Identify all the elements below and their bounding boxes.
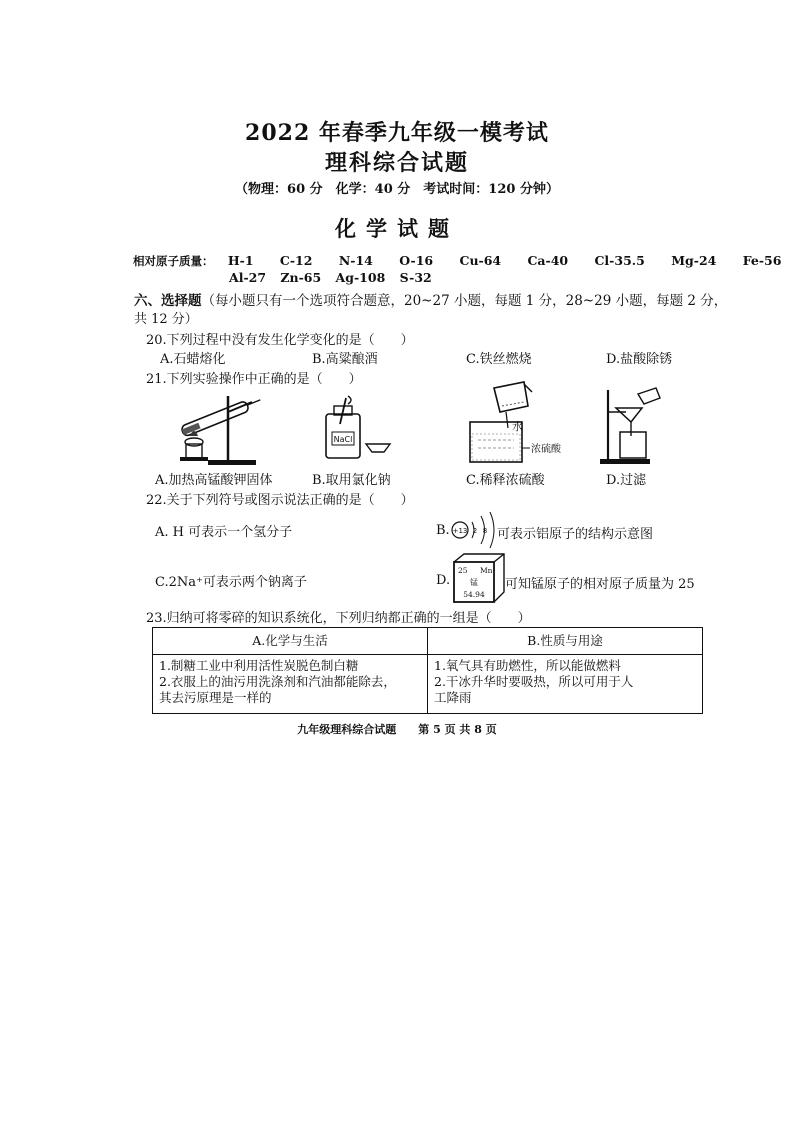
q21-option-d[interactable]: D.过滤 <box>606 473 647 488</box>
q23-a-line: 1.制糖工业中利用活性炭脱色制白糖 <box>159 658 359 673</box>
mass-item: H-1 <box>227 253 254 268</box>
element-name: 锰 <box>470 578 478 587</box>
q20-option-a[interactable]: A.石蜡熔化 <box>160 352 226 367</box>
element-number: 25 <box>458 566 468 575</box>
section-title: 化学试题 <box>335 216 459 241</box>
mass-item: Mg-24 <box>671 253 717 268</box>
q22-option-b-label[interactable]: B. <box>436 523 450 538</box>
q23-b-line: 2.干冰升华时要吸热，所以可用于人 <box>434 674 634 689</box>
element-symbol: Mn <box>480 566 493 575</box>
acid-label: 浓硫酸 <box>531 444 561 455</box>
mass-item: Fe-56 <box>742 253 782 268</box>
shell-2-electrons: 8 <box>482 527 488 535</box>
mass-item: Cu-64 <box>459 253 502 268</box>
q23-col-b-header[interactable]: B.性质与用途 <box>428 628 703 655</box>
dilution-figure <box>462 378 572 468</box>
q20-option-c[interactable]: C.铁丝燃烧 <box>466 352 532 367</box>
q22-option-a[interactable]: A. H 可表示一个氢分子 <box>155 525 293 540</box>
filtration-figure <box>598 386 668 466</box>
q20-stem: 20.下列过程中没有发生化学变化的是（ ） <box>146 333 414 348</box>
mass-item: S-32 <box>399 270 432 285</box>
q21-stem: 21.下列实验操作中正确的是（ ） <box>146 372 362 387</box>
q20-option-d[interactable]: D.盐酸除锈 <box>606 352 673 367</box>
page-footer <box>0 721 794 737</box>
atomic-masses-row2 <box>229 270 432 285</box>
page-number: 第 5 页 共 8 页 <box>418 723 497 736</box>
q23-a-line: 其去污原理是一样的 <box>159 690 272 705</box>
part-heading <box>134 289 727 309</box>
part-title: 六、选择题 <box>134 293 202 309</box>
q23-col-b-cell <box>428 655 703 714</box>
element-mass: 54.94 <box>463 590 485 599</box>
exam-subtitle: 理科综合试题 <box>324 150 469 176</box>
nacl-label: NaCl <box>333 435 353 444</box>
water-label: 水 <box>512 420 523 433</box>
shell-1-electrons: 2 <box>472 527 478 535</box>
q23-stem: 23.归纳可将零碎的知识系统化，下列归纳都正确的一组是（ ） <box>146 611 531 626</box>
q21-option-c[interactable]: C.稀释浓硫酸 <box>466 473 545 488</box>
q23-b-line: 1.氧气具有助燃性，所以能做燃料 <box>434 658 621 673</box>
mass-item: N-14 <box>338 253 373 268</box>
q22-option-c[interactable]: C.2Na⁺可表示两个钠离子 <box>155 575 307 590</box>
reagent-bottle-figure <box>318 394 398 464</box>
atomic-masses-label: 相对原子质量： <box>133 254 214 268</box>
exam-title: 2022 年春季九年级一模考试 <box>245 120 549 146</box>
q22-option-d-text[interactable]: 可知锰原子的相对原子质量为 25 <box>505 577 695 592</box>
q21-option-b[interactable]: B.取用氯化钠 <box>312 473 391 488</box>
q23-a-line: 2.衣服上的油污用洗涤剂和汽油都能除去， <box>159 674 396 689</box>
q23-table <box>152 627 703 714</box>
mass-item: O-16 <box>399 253 434 268</box>
mass-item: C-12 <box>279 253 313 268</box>
heating-apparatus-figure <box>160 388 280 468</box>
mass-item: Zn-65 <box>280 270 322 285</box>
mass-item: Ag-108 <box>335 270 386 285</box>
element-card-figure <box>450 552 506 604</box>
part-instructions-2: 共 12 分） <box>134 312 198 327</box>
atom-structure-diagram <box>450 510 496 550</box>
q22-option-d-label[interactable]: D. <box>436 573 451 588</box>
footer-subject: 九年级理科综合试题 <box>297 723 397 736</box>
q20-option-b[interactable]: B.高粱酿酒 <box>312 352 378 367</box>
q23-b-line: 工降雨 <box>434 690 472 705</box>
q23-col-a-header[interactable]: A.化学与生活 <box>153 628 428 655</box>
q22-stem: 22.关于下列符号或图示说法正确的是（ ） <box>146 493 414 508</box>
q23-col-a-cell <box>153 655 428 714</box>
mass-item: Ca-40 <box>527 253 569 268</box>
score-time-info: （物理：60 分 化学：40 分 考试时间：120 分钟） <box>235 182 559 197</box>
mass-item: Cl-35.5 <box>594 253 645 268</box>
part-instructions: （每小题只有一个选项符合题意，20~27 小题，每题 1 分，28~29 小题，每题 2 分， <box>201 293 728 309</box>
q21-option-a[interactable]: A.加热高锰酸钾固体 <box>155 473 273 488</box>
atomic-masses-row1 <box>133 253 781 269</box>
mass-item: Al-27 <box>229 270 267 285</box>
nucleus-charge: +13 <box>452 527 468 535</box>
q22-option-b-text[interactable]: 可表示铝原子的结构示意图 <box>497 527 654 542</box>
